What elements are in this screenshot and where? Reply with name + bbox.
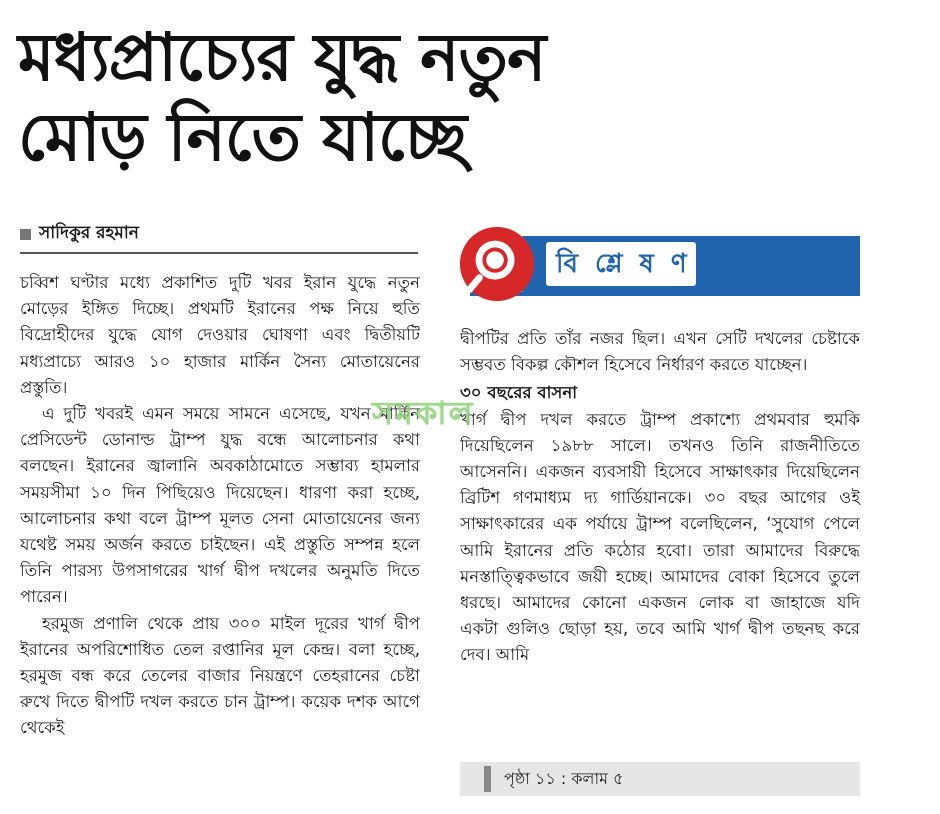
paragraph: দ্বীপটির প্রতি তাঁর নজর ছিল। এখন সেটি দখলের চেষ্টাকে সম্ভবত বিকল্প কৌশল হিসেবে নির্ধারণ করতে যাচ্ছেন। [460, 329, 860, 375]
continuation-bar [460, 762, 860, 796]
author-name: সাদিকুর রহমান [39, 223, 139, 243]
byline-square-icon [20, 229, 31, 240]
continuation-marker [484, 766, 491, 792]
watermark-logo: সমকাল [372, 394, 475, 432]
paragraph: চব্বিশ ঘণ্টার মধ্যে প্রকাশিত দুটি খবর ইরান যুদ্ধে নতুন মোড়ের ইঙ্গিত দিচ্ছে। প্রথমটি ইরানের পক্ষ নিয়ে হুতি বিদ্রোহীদের যুদ্ধে যোগ দেওয়ার ঘোষণা এবং দ্বিতীয়টি মধ্যপ্রাচ্যে আরও ১০ হাজার মার্কিন সৈন্য মোতায়েনের প্রস্তুতি। [20, 273, 420, 397]
subheading: ৩০ বছরের বাসনা [460, 383, 578, 403]
paragraph: হরমুজ প্রণালি থেকে প্রায় ৩০০ মাইল দূরের খার্গ দ্বীপ ইরানের অপরিশোধিত তেল রপ্তানির মূল কেন্দ্র। বলা হচ্ছে, হরমুজ বন্ধ করে তেলের বাজার নিয়ন্ত্রণে তেহরানের চেষ্টা রুখে দিতে দ্বীপটি দখল করতে চান ট্রাম্প। কয়েক দশক আগে থেকেই [20, 613, 420, 738]
headline [18, 18, 658, 178]
paragraph: খার্গ দ্বীপ দখল করতে ট্রাম্প প্রকাশ্যে প্রথমবার হুমকি দিয়েছিলেন ১৯৮৮ সালে। তখনও তিনি রাজনীতিতে আসেননি। একজন ব্যবসায়ী হিসেবে সাক্ষাৎকার দিয়েছিলেন ব্রিটিশ গণমাধ্যম দ্য গার্ডিয়ানকে। ৩০ বছর আগের ওই সাক্ষাৎকারের এক পর্যায়ে ট্রাম্প বলেছিলেন, ‘সুযোগ পেলে আমি ইরানের প্রতি কঠোর হবো। তারা আমাদের বিরুদ্ধে মনস্তাত্ত্বিকভাবে জয়ী হচ্ছে। আমাদের বোকা হিসেবে তুলে ধরছে। আমাদের কোনো একজন লোক বা জাহাজে যদি একটা গুলিও ছোড়া হয়, তবে আমি খার্গ দ্বীপ তছনছ করে দেব। আমি [460, 409, 860, 665]
right-column [460, 326, 860, 669]
section-label: বি শ্লে ষ ণ [546, 242, 696, 286]
magnifier-icon [458, 225, 536, 303]
paragraph: এ দুটি খবরই এমন সময়ে সামনে এসেছে, যখন মার্কিন প্রেসিডেন্ট ডোনাল্ড ট্রাম্প যুদ্ধ বন্ধে আলোচনার কথা বলছেন। ইরানের জ্বালানি অবকাঠামোতে সম্ভাব্য হামলার সময়সীমা ১০ দিন পিছিয়েও দিয়েছেন। ধারণা করা হচ্ছে, আলোচনার কথা বলে ট্রাম্প মূলত সেনা মোতায়েনের জন্য যথেষ্ট সময় অর্জন করতে চাইছেন। এই প্রস্তুতি সম্পন্ন হলে তিনি পারস্য উপসাগরের খার্গ দ্বীপ দখলের অনুমতি দিতে পারেন। [20, 404, 420, 607]
byline [20, 220, 418, 254]
left-column [20, 270, 420, 742]
headline-line-2: মোড় নিতে যাচ্ছে [18, 99, 467, 176]
continuation-reference: পৃষ্ঠা ১১ : কলাম ৫ [504, 769, 624, 788]
headline-line-1: মধ্যপ্রাচ্যের যুদ্ধ নতুন [18, 19, 546, 96]
